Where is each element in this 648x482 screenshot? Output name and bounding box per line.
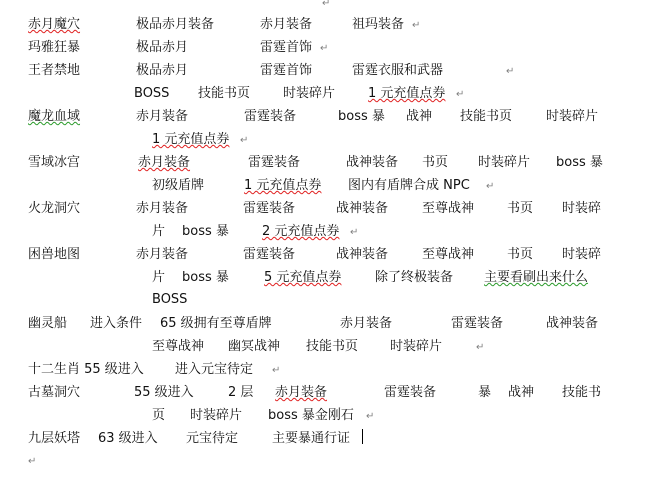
paragraph-mark: ↵ bbox=[412, 20, 421, 31]
text-segment: 书页 bbox=[507, 247, 534, 262]
text-segment: 初级盾牌 bbox=[152, 178, 205, 193]
text-line bbox=[0, 15, 648, 35]
text-segment: 雷霆装备 bbox=[248, 155, 301, 170]
text-segment: 至尊战神 bbox=[152, 339, 205, 354]
text-segment: 63 级进入 bbox=[98, 431, 158, 446]
text-segment: 片 bbox=[152, 270, 166, 285]
paragraph-mark: ↵ bbox=[272, 365, 281, 376]
text-segment: 雷霆装备 bbox=[451, 316, 504, 331]
paragraph-mark: ↵ bbox=[240, 135, 249, 146]
text-line bbox=[0, 107, 648, 127]
map-name: 雪域冰宫 bbox=[28, 155, 81, 170]
text-segment: 雷霆装备 bbox=[243, 201, 296, 216]
text-line bbox=[0, 245, 648, 265]
text-segment: 时装碎片 bbox=[190, 408, 243, 423]
map-name: 十二生肖 55 级进入 bbox=[28, 362, 144, 377]
text-line bbox=[0, 268, 648, 288]
text-line bbox=[0, 38, 648, 58]
text-segment: 1 元充值点券 bbox=[152, 132, 230, 147]
text-line bbox=[0, 222, 648, 242]
paragraph-mark: ↵ bbox=[350, 227, 359, 238]
paragraph-mark: ↵ bbox=[322, 0, 331, 9]
text-segment: 时装碎片 bbox=[283, 86, 336, 101]
text-segment: 雷霆装备 bbox=[243, 247, 296, 262]
text-segment: 进入条件 bbox=[90, 316, 143, 331]
text-segment: 1 元充值点券 bbox=[244, 178, 322, 193]
text-line bbox=[0, 61, 648, 81]
text-segment: 雷霆首饰 bbox=[260, 40, 313, 55]
text-line bbox=[0, 153, 648, 173]
map-name: 魔龙血域 bbox=[28, 109, 81, 124]
text-segment: 元宝待定 bbox=[186, 431, 239, 446]
text-segment: 战神装备 bbox=[546, 316, 599, 331]
text-segment: 2 元充值点券 bbox=[262, 224, 340, 239]
text-segment: boss 暴 bbox=[556, 155, 603, 170]
paragraph-mark: ↵ bbox=[506, 66, 515, 77]
text-segment: 战神装备 bbox=[346, 155, 399, 170]
text-segment: 时装碎片 bbox=[546, 109, 599, 124]
text-line bbox=[0, 176, 648, 196]
text-line bbox=[0, 199, 648, 219]
text-segment: 战神装备 bbox=[336, 247, 389, 262]
text-cursor bbox=[362, 429, 363, 444]
text-segment: 赤月装备 bbox=[340, 316, 393, 331]
text-line bbox=[0, 130, 648, 150]
text-segment: 55 级进入 bbox=[134, 385, 194, 400]
paragraph-mark: ↵ bbox=[476, 342, 485, 353]
text-segment: 主要看刷出来什么 bbox=[484, 270, 589, 285]
text-segment: BOSS bbox=[152, 292, 188, 307]
text-segment: boss 暴 bbox=[182, 224, 229, 239]
text-segment: 5 元充值点券 bbox=[264, 270, 342, 285]
text-segment: boss 暴 bbox=[338, 109, 385, 124]
text-line bbox=[0, 337, 648, 357]
paragraph-mark: ↵ bbox=[320, 43, 329, 54]
text-segment: 暴 bbox=[478, 385, 492, 400]
text-segment: 至尊战神 bbox=[422, 247, 475, 262]
text-segment: 进入元宝待定 bbox=[175, 362, 254, 377]
text-line bbox=[0, 360, 648, 380]
text-segment: 2 层 bbox=[228, 385, 254, 400]
text-line bbox=[0, 314, 648, 334]
text-segment: 雷霆首饰 bbox=[260, 63, 313, 78]
map-name: 困兽地图 bbox=[28, 247, 81, 262]
map-name: 玛雅狂暴 bbox=[28, 40, 81, 55]
text-segment: 技能书 bbox=[562, 385, 602, 400]
map-name: 幽灵船 bbox=[28, 316, 68, 331]
paragraph-mark: ↵ bbox=[456, 89, 465, 100]
text-segment: 书页 bbox=[507, 201, 534, 216]
text-segment: 极品赤月 bbox=[136, 63, 189, 78]
text-segment: 主要暴通行证 bbox=[272, 431, 351, 446]
text-line bbox=[0, 84, 648, 104]
text-segment: 片 bbox=[152, 224, 166, 239]
map-name: 赤月魔穴 bbox=[28, 17, 81, 32]
text-segment: 祖玛装备 bbox=[352, 17, 405, 32]
text-segment: 赤月装备 bbox=[260, 17, 313, 32]
text-segment: 极品赤月装备 bbox=[136, 17, 215, 32]
text-segment: BOSS bbox=[134, 86, 170, 101]
text-segment: 技能书页 bbox=[198, 86, 251, 101]
text-segment: 图内有盾牌合成 NPC bbox=[348, 178, 470, 193]
text-segment: 战神装备 bbox=[336, 201, 389, 216]
text-segment: 赤月装备 bbox=[136, 109, 189, 124]
text-segment: boss 暴 bbox=[182, 270, 229, 285]
text-line bbox=[0, 383, 648, 403]
text-segment: 书页 bbox=[422, 155, 449, 170]
text-segment: 1 元充值点券 bbox=[368, 86, 446, 101]
text-segment: 时装碎 bbox=[562, 201, 602, 216]
text-segment: 赤月装备 bbox=[136, 247, 189, 262]
text-segment: 时装碎片 bbox=[390, 339, 443, 354]
text-segment: 页 bbox=[152, 408, 166, 423]
text-segment: 雷霆装备 bbox=[244, 109, 297, 124]
text-segment: 赤月装备 bbox=[275, 385, 328, 400]
text-line bbox=[0, 290, 648, 310]
text-segment: 幽冥战神 bbox=[228, 339, 281, 354]
text-segment: 赤月装备 bbox=[136, 201, 189, 216]
text-segment: 除了终极装备 bbox=[375, 270, 454, 285]
text-segment: 战神 bbox=[508, 385, 535, 400]
text-segment: 战神 bbox=[406, 109, 433, 124]
text-segment: 65 级拥有至尊盾牌 bbox=[160, 316, 272, 331]
text-segment: 极品赤月 bbox=[136, 40, 189, 55]
text-segment: 至尊战神 bbox=[422, 201, 475, 216]
map-name: 王者禁地 bbox=[28, 63, 81, 78]
paragraph-mark: ↵ bbox=[366, 411, 375, 422]
text-segment: 赤月装备 bbox=[138, 155, 191, 170]
map-name: 古墓洞穴 bbox=[28, 385, 81, 400]
text-segment: 雷霆衣服和武器 bbox=[352, 63, 444, 78]
paragraph-mark: ↵ bbox=[28, 456, 37, 467]
text-line bbox=[0, 406, 648, 426]
paragraph-mark: ↵ bbox=[486, 181, 495, 192]
text-line bbox=[0, 429, 648, 449]
text-segment: 雷霆装备 bbox=[384, 385, 437, 400]
text-segment: 技能书页 bbox=[460, 109, 513, 124]
text-segment: 时装碎 bbox=[562, 247, 602, 262]
map-name: 九层妖塔 bbox=[28, 431, 81, 446]
map-name: 火龙洞穴 bbox=[28, 201, 81, 216]
text-segment: 时装碎片 bbox=[478, 155, 531, 170]
text-segment: 技能书页 bbox=[306, 339, 359, 354]
text-segment: boss 暴金刚石 bbox=[268, 408, 354, 423]
